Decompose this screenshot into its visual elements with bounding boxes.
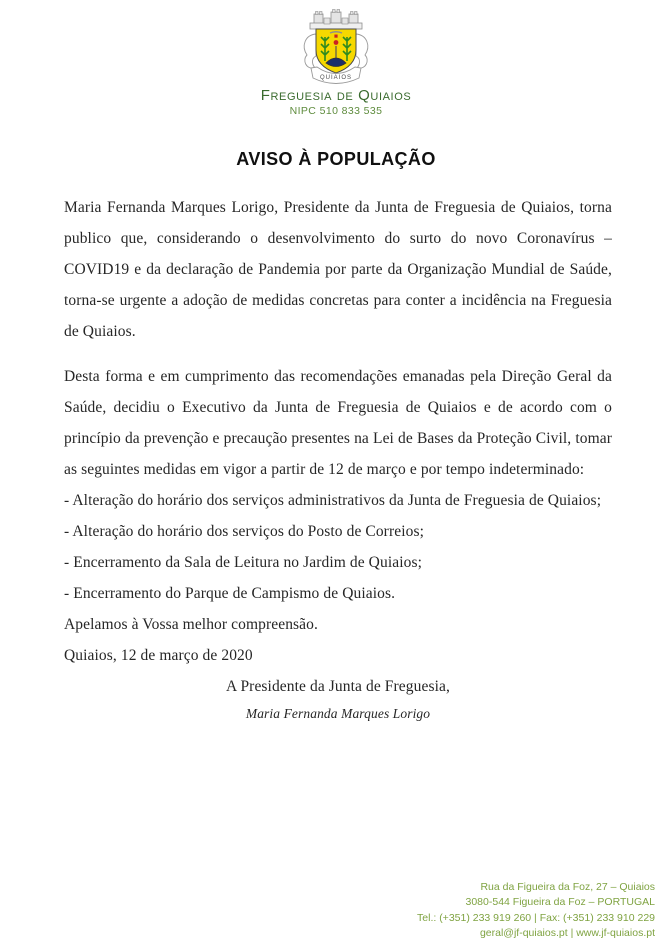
footer-email-web-line: geral@jf-quiaios.pt | www.jf-quiaios.pt — [479, 926, 655, 939]
measures-list — [64, 485, 612, 609]
mural-crown-icon — [310, 10, 362, 30]
footer-contact-block — [417, 880, 655, 942]
shield-icon — [316, 29, 356, 73]
date-line: Quiaios, 12 de março de 2020 — [64, 647, 253, 664]
notice-paragraph-2: Desta forma e em cumprimento das recomendações emanadas pela Direção Geral da Saúde, decidiu o Executivo da Junta de Freguesia de Quiaios e de acordo com o princípio da prevenção e precaução presentes na Lei de Bases da Proteção Civil, tomar as seguintes medidas em vigor a partir de 12 de março e por tempo indeterminado: — [64, 368, 612, 478]
notice-body — [64, 192, 612, 726]
coat-of-arms-icon — [294, 8, 378, 86]
footer-phone-fax-line: Tel.: (+351) 233 919 260 | Fax: (+351) 233 910 229 — [417, 912, 655, 924]
measure-item: - Encerramento do Parque de Campismo de Quiaios. — [64, 578, 612, 609]
signature-name: Maria Fernanda Marques Lorigo — [245, 706, 431, 721]
closing-line: Apelamos à Vossa melhor compreensão. — [64, 616, 318, 633]
measure-item: - Encerramento da Sala de Leitura no Jardim de Quiaios; — [64, 547, 612, 578]
measure-item: - Alteração do horário dos serviços administrativos da Junta de Freguesia de Quiaios; — [64, 485, 612, 516]
measure-item: - Alteração do horário dos serviços do Posto de Correios; — [64, 516, 612, 547]
crest-banner-text: QUIAIOS — [319, 75, 353, 81]
page-title: AVISO À POPULAÇÃO — [236, 149, 436, 169]
footer-address-line-2: 3080-544 Figueira da Foz – PORTUGAL — [465, 895, 655, 908]
footer-address-line-1: Rua da Figueira da Foz, 27 – Quiaios — [480, 881, 655, 893]
nipc-number: NIPC 510 833 535 — [289, 105, 383, 117]
organization-name: Freguesia de Quiaios — [260, 87, 412, 104]
signature-role: A Presidente da Junta de Freguesia, — [226, 678, 450, 695]
notice-paragraph-1: Maria Fernanda Marques Lorigo, Presidente da Junta de Freguesia de Quiaios, torna publico que, considerando o desenvolvimento do surto do novo Coronavírus – COVID19 e da declaração de Pandemia por parte da Organização Mundial de Saúde, torna-se urgente a adoção de medidas concretas para conter a incidência na Freguesia de Quiaios. — [64, 199, 612, 340]
